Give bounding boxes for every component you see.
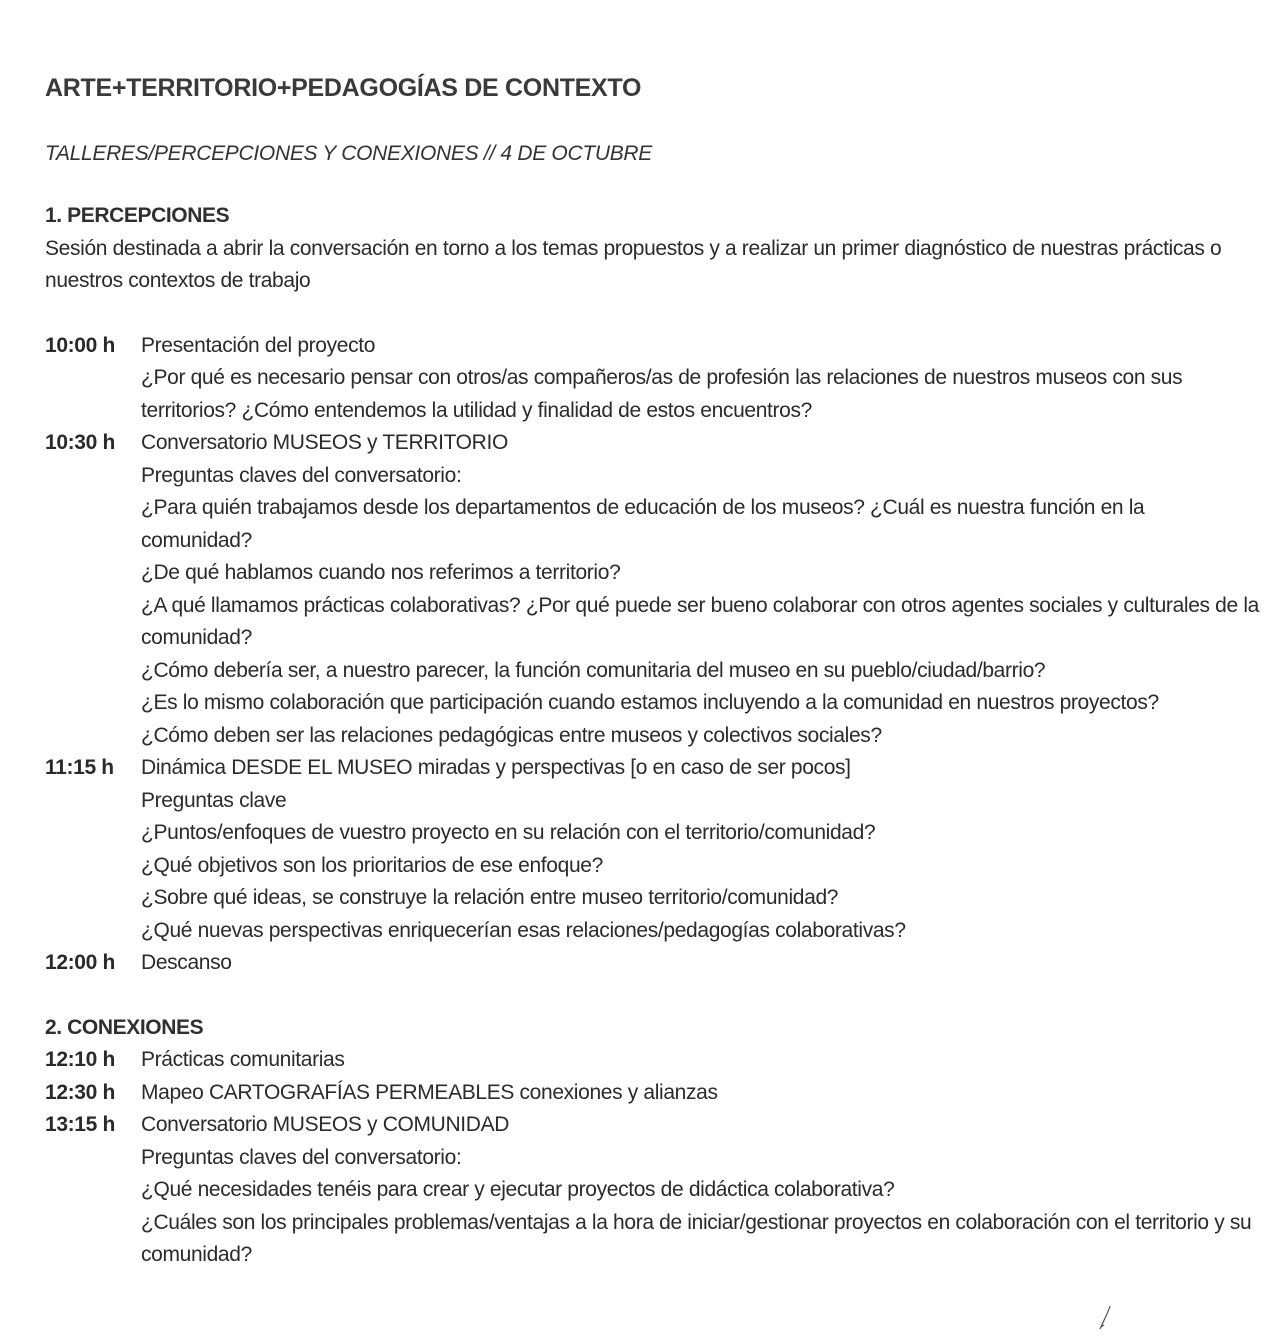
- entry-question: ¿Sobre qué ideas, se construye la relación entre museo territorio/comunidad?: [141, 886, 839, 909]
- entry-question: ¿Qué necesidades tenéis para crear y ejecutar proyectos de didáctica colaborativa?: [141, 1178, 895, 1201]
- schedule-entry: [45, 752, 1260, 947]
- section-intro: Sesión destinada a abrir la conversación en torno a los temas propuestos y a realizar un primer diagnóstico de nuestras prácticas o nuestros contextos de trabajo: [45, 236, 1222, 292]
- entry-question: Preguntas clave: [141, 788, 287, 812]
- entry-body: [141, 947, 1260, 980]
- entry-time: 11:15 h: [45, 756, 114, 779]
- schedule-entry: [45, 330, 1260, 428]
- entry-time: 12:30 h: [45, 1080, 115, 1104]
- entry-time: 12:10 h: [45, 1048, 115, 1071]
- entry-time: 10:00 h: [45, 333, 115, 357]
- entry-title: Mapeo CARTOGRAFÍAS PERMEABLES conexiones y alianzas: [141, 1080, 718, 1104]
- pen-mark-icon: [1098, 1305, 1112, 1331]
- entry-question: ¿Cuáles son los principales problemas/ventajas a la hora de iniciar/gestionar proyectos en colaboración con el territorio y su comunidad?: [141, 1210, 1252, 1266]
- entry-body: [141, 1109, 1260, 1272]
- schedule-entry: [45, 1077, 1260, 1110]
- schedule-entry: [45, 1109, 1260, 1272]
- entry-title: Presentación del proyecto: [141, 333, 376, 357]
- schedule-entry: [45, 427, 1260, 752]
- section: [45, 200, 1260, 980]
- document-subtitle: TALLERES/PERCEPCIONES Y CONEXIONES // 4 DE OCTUBRE: [45, 142, 653, 165]
- section-heading: 1. PERCEPCIONES: [45, 204, 230, 227]
- entry-question: ¿Qué nuevas perspectivas enriquecerían esas relaciones/pedagogías colaborativas?: [141, 918, 906, 942]
- entry-question: Preguntas claves del conversatorio:: [141, 1145, 462, 1169]
- entry-body: [141, 330, 1260, 428]
- entry-title: Dinámica DESDE EL MUSEO miradas y perspectivas [o en caso de ser pocos]: [141, 756, 851, 779]
- entry-body: [141, 752, 1260, 947]
- entry-title: Descanso: [141, 951, 232, 974]
- entry-question: ¿A qué llamamos prácticas colaborativas? ¿Por qué puede ser bueno colaborar con otros agentes sociales y culturales de la comunidad?: [141, 593, 1259, 649]
- section: [45, 1012, 1260, 1272]
- document-title: ARTE+TERRITORIO+PEDAGOGÍAS DE CONTEXTO: [45, 74, 642, 102]
- entry-body: [141, 1044, 1260, 1077]
- entry-question: ¿Para quién trabajamos desde los departamentos de educación de los museos? ¿Cuál es nuestra función en la comunidad?: [141, 496, 1145, 552]
- entry-title: Prácticas comunitarias: [141, 1048, 345, 1071]
- entry-time: 10:30 h: [45, 431, 115, 454]
- entry-time: 12:00 h: [45, 951, 115, 974]
- entry-question: ¿Qué objetivos son los prioritarios de ese enfoque?: [141, 853, 603, 877]
- schedule-entry: [45, 1044, 1260, 1077]
- entry-title: Conversatorio MUSEOS y TERRITORIO: [141, 431, 508, 454]
- section-heading: 2. CONEXIONES: [45, 1015, 204, 1039]
- schedule-entry: [45, 947, 1260, 980]
- entry-time: 13:15 h: [45, 1113, 115, 1136]
- document-page: [45, 70, 1260, 1272]
- entry-question: ¿Es lo mismo colaboración que participación cuando estamos incluyendo a la comunidad en nuestros proyectos?: [141, 691, 1159, 714]
- entry-body: [141, 1077, 1260, 1110]
- entry-question: ¿De qué hablamos cuando nos referimos a territorio?: [141, 561, 621, 584]
- entry-question: ¿Cómo debería ser, a nuestro parecer, la función comunitaria del museo en su pueblo/ciudad/barrio?: [141, 658, 1046, 682]
- sections-container: [45, 200, 1260, 1272]
- entry-question: Preguntas claves del conversatorio:: [141, 463, 462, 487]
- entry-question: ¿Por qué es necesario pensar con otros/as compañeros/as de profesión las relaciones de nuestros museos con sus territorios? ¿Cómo entendemos la utilidad y finalidad de estos encuentros?: [141, 366, 1183, 422]
- entry-question: ¿Puntos/enfoques de vuestro proyecto en su relación con el territorio/comunidad?: [141, 821, 876, 844]
- entry-question: ¿Cómo deben ser las relaciones pedagógicas entre museos y colectivos sociales?: [141, 723, 882, 747]
- entry-title: Conversatorio MUSEOS y COMUNIDAD: [141, 1113, 510, 1136]
- entry-body: [141, 427, 1260, 752]
